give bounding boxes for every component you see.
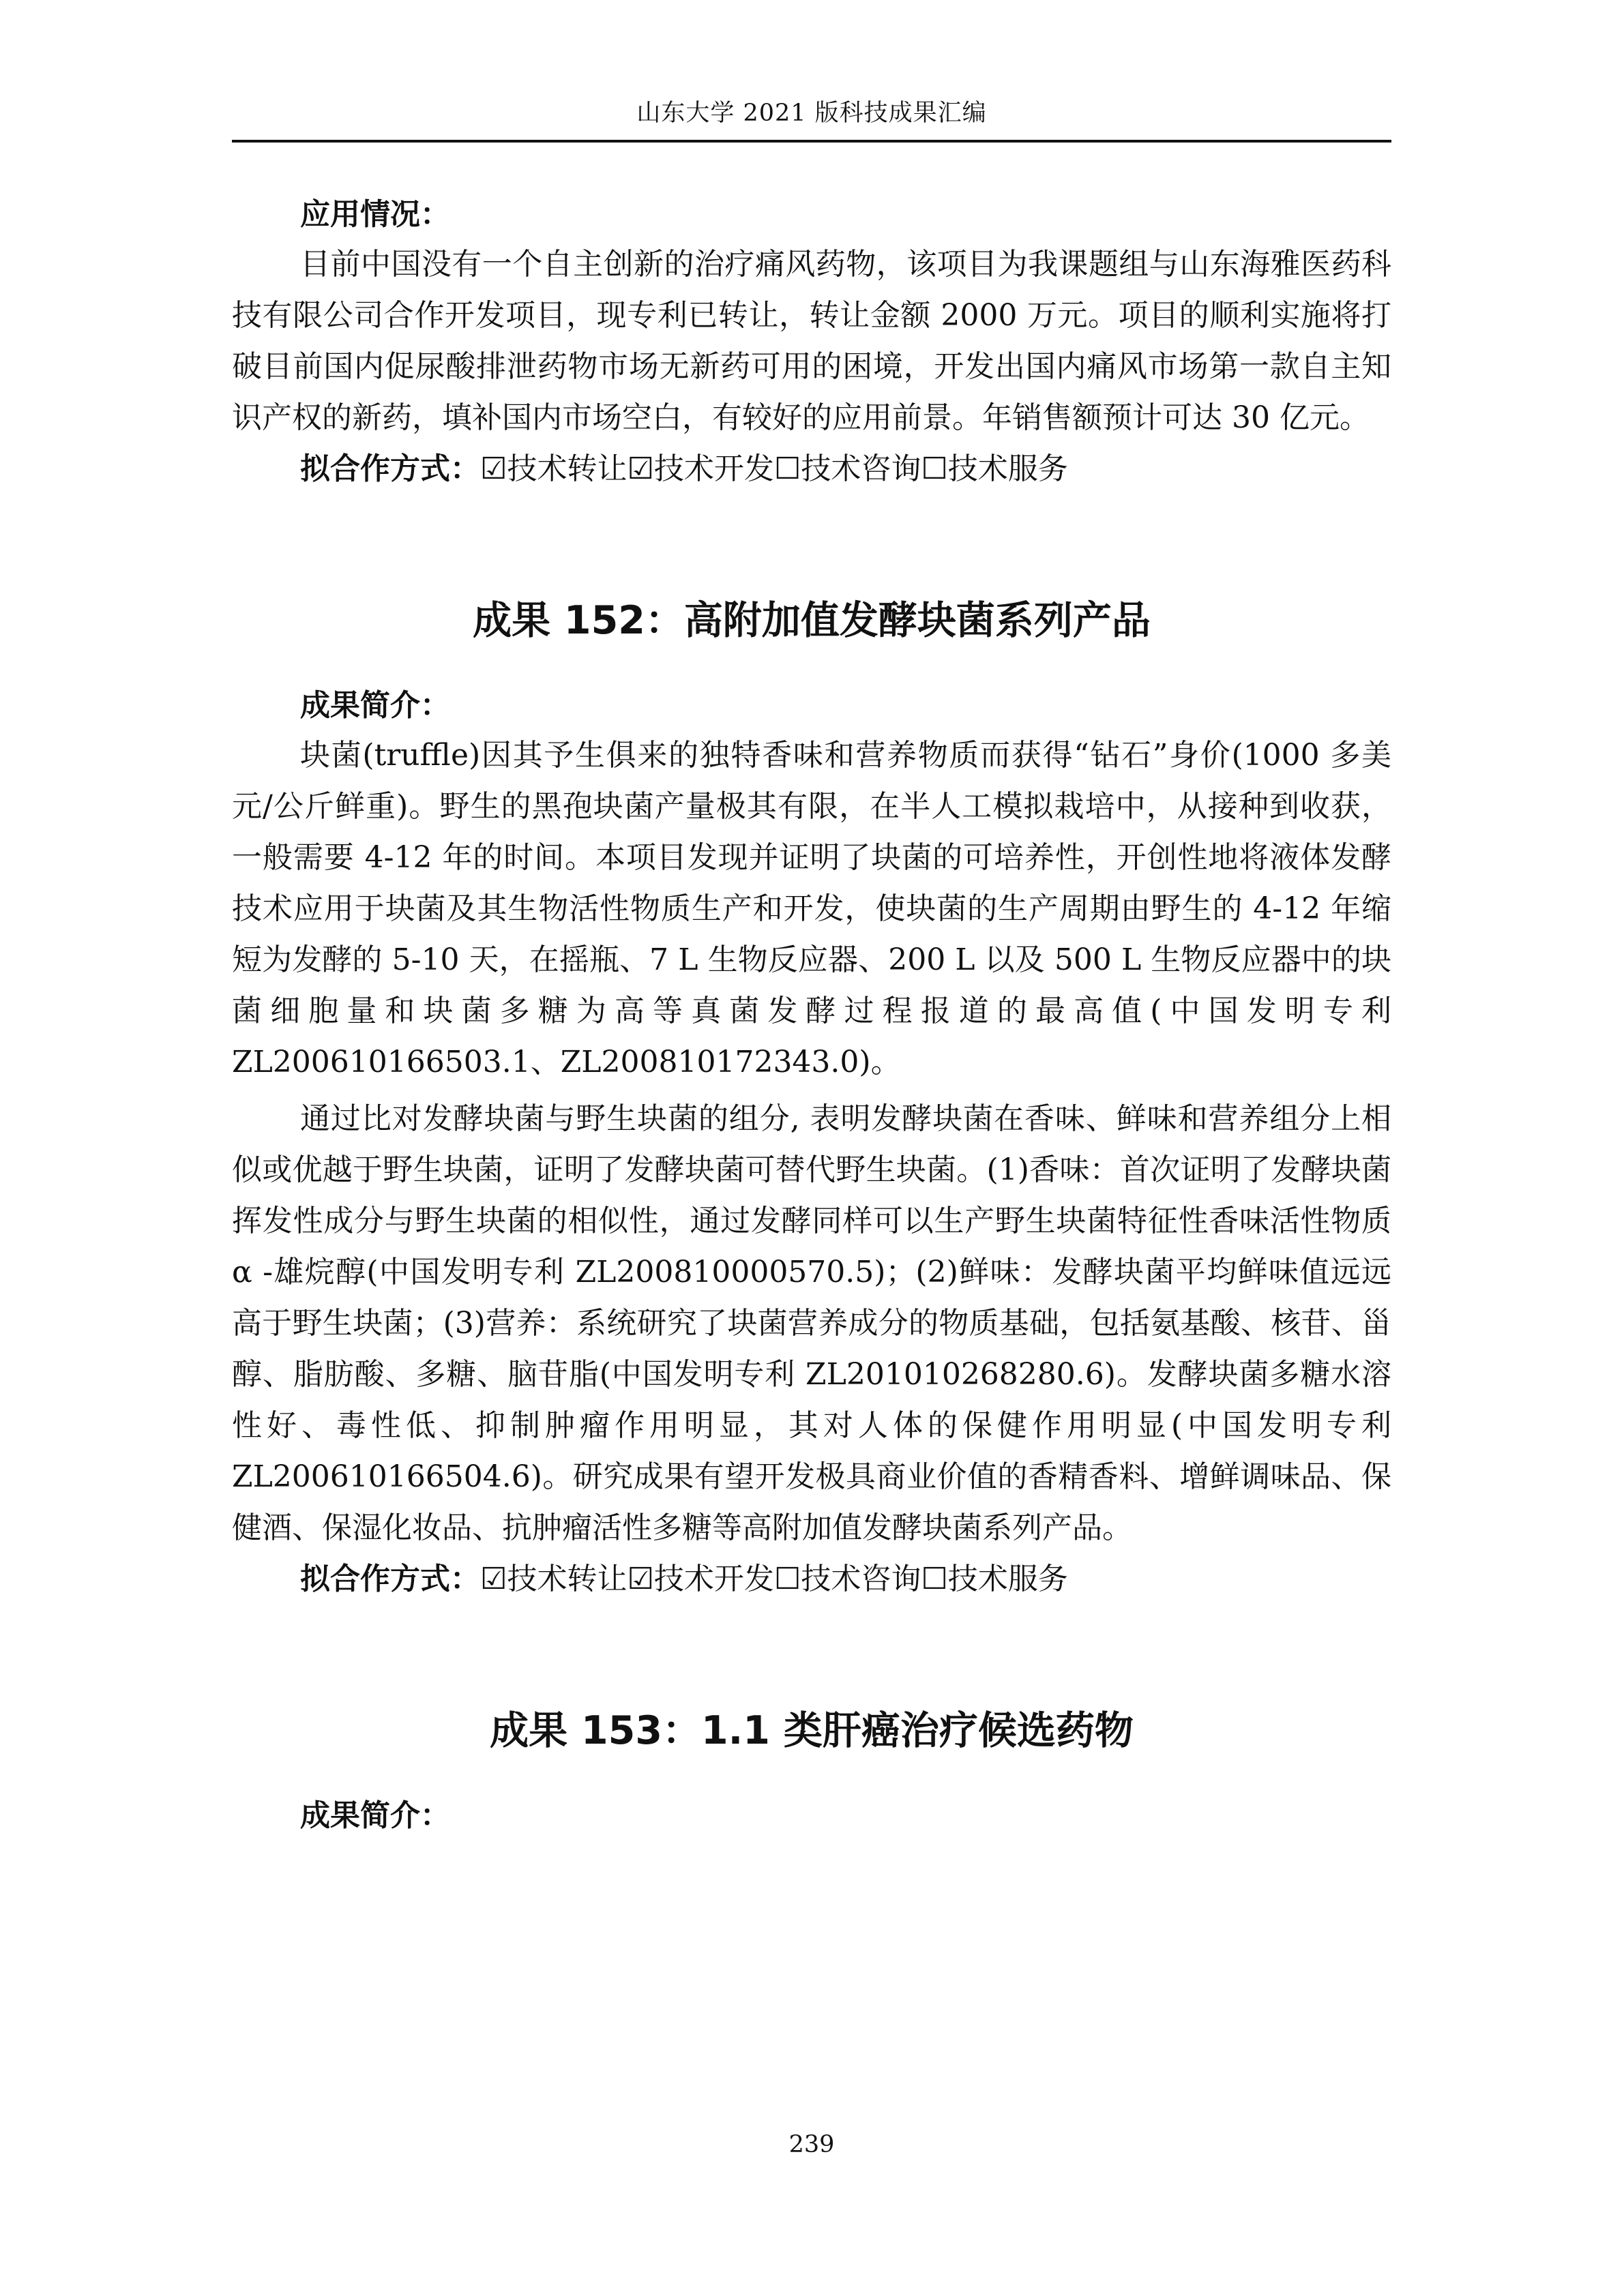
- application-label: 应用情况：: [300, 197, 450, 232]
- summary-label: 成果简介：: [300, 1798, 450, 1833]
- header-divider: [232, 140, 1391, 143]
- achievement-153-title: 成果 153：1.1 类肝癌治疗候选药物: [490, 1708, 1134, 1753]
- cooperation-label: 拟合作方式：: [300, 1562, 480, 1596]
- application-paragraph: 目前中国没有一个自主创新的治疗痛风药物，该项目为我课题组与山东海雅医药科技有限公司合作开发项目，现专利已转让，转让金额 2000 万元。项目的顺利实施将打破目前国内促尿酸排泄药物市场无新药可用的困境，开发出国内痛风市场第一款自主知识产权的新药，填补国内市场空白，有较好的应用前景。年销售额预计可达 30 亿元。: [232, 247, 1391, 435]
- cooperation-options: ☑技术转让☑技术开发☐技术咨询☐技术服务: [480, 1562, 1068, 1596]
- summary-paragraph-1: 块菌(truffle)因其予生俱来的独特香味和营养物质而获得“钻石”身价(1000 多美元/公斤鲜重)。野生的黑孢块菌产量极其有限，在半人工模拟栽培中，从接种到收获，一般需要 4-12 年的时间。本项目发现并证明了块菌的可培养性，开创性地将液体发酵技术应用于块菌及其生物活性物质生产和开发，使块菌的生产周期由野生的 4-12 年缩短为发酵的 5-10 天，在摇瓶、7 L 生物反应器、200 L 以及 500 L 生物反应器中的块菌细胞量和块菌多糖为高等真菌发酵过程报道的最高值(中国发明专利 ZL200610166503.1、ZL200810172343.0)。: [232, 738, 1391, 1079]
- cooperation-line: [232, 1553, 1391, 1605]
- cooperation-options: ☑技术转让☑技术开发☐技术咨询☐技术服务: [480, 451, 1068, 486]
- cooperation-label: 拟合作方式：: [300, 451, 480, 486]
- page-content: [232, 191, 1391, 1840]
- summary-label: 成果简介：: [300, 688, 450, 723]
- cooperation-line: [232, 443, 1391, 494]
- summary-paragraph-2: 通过比对发酵块菌与野生块菌的组分, 表明发酵块菌在香味、鲜味和营养组分上相似或优越于野生块菌，证明了发酵块菌可替代野生块菌。(1)香味：首次证明了发酵块菌挥发性成分与野生块菌的相似性，通过发酵同样可以生产野生块菌特征性香味活性物质 α -雄烷醇(中国发明专利 ZL200810000570.5)；(2)鲜味：发酵块菌平均鲜味值远远高于野生块菌；(3)营养：系统研究了块菌营养成分的物质基础，包括氨基酸、核苷、甾醇、脂肪酸、多糖、脑苷脂(中国发明专利 ZL201010268280.6)。发酵块菌多糖水溶性好、毒性低、抑制肿瘤作用明显，其对人体的保健作用明显(中国发明专利 ZL200610166504.6)。研究成果有望开发极具商业价值的香精香料、增鲜调味品、保健酒、保湿化妆品、抗肿瘤活性多糖等高附加值发酵块菌系列产品。: [232, 1101, 1391, 1545]
- page-number: 239: [788, 2131, 835, 2158]
- achievement-152-title: 成果 152：高附加值发酵块菌系列产品: [473, 598, 1151, 643]
- running-header: 山东大学 2021 版科技成果汇编: [636, 100, 987, 127]
